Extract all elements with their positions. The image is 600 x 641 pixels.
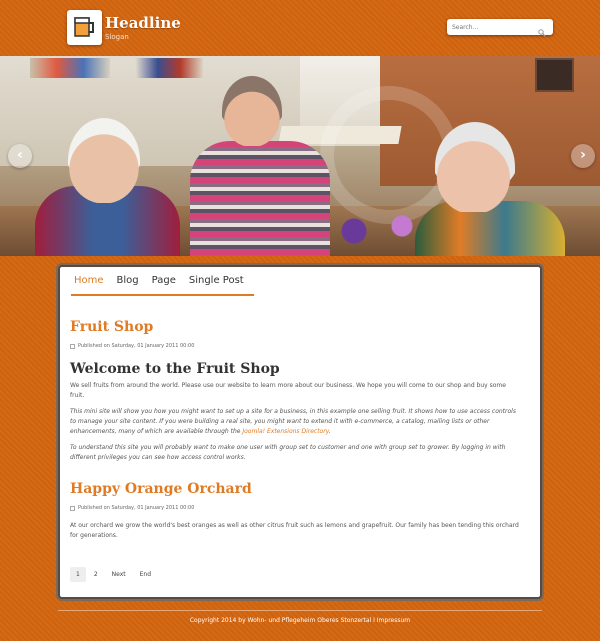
- paragraph-text: .: [328, 428, 331, 435]
- pagination: [70, 567, 157, 582]
- menu-item-page[interactable]: Page: [151, 275, 176, 286]
- slider-next-button[interactable]: ›: [571, 144, 595, 168]
- next-page-link[interactable]: Next: [111, 571, 126, 578]
- slide-photo-person: [190, 141, 330, 256]
- footer-divider: [58, 610, 542, 611]
- page-2-link[interactable]: 2: [93, 571, 98, 578]
- end-page-link[interactable]: End: [139, 571, 152, 578]
- main-content: [58, 265, 542, 599]
- article-paragraph: [70, 407, 520, 437]
- search-input[interactable]: [452, 21, 538, 33]
- menu-item-home[interactable]: Home: [74, 275, 104, 286]
- slide-photo-painting: [535, 58, 574, 92]
- search-icon[interactable]: [538, 22, 546, 41]
- article-meta: [70, 505, 194, 511]
- page-1-link[interactable]: 1: [70, 567, 86, 582]
- main-menu: [71, 274, 254, 296]
- extensions-directory-link[interactable]: Joomla! Extensions Directory: [242, 428, 329, 435]
- site-slogan: Slogan: [105, 33, 129, 41]
- slider-prev-button[interactable]: ‹: [8, 144, 32, 168]
- article-heading: Welcome to the Fruit Shop: [70, 361, 280, 377]
- site-header: [0, 0, 600, 56]
- slide-photo-painting: [30, 58, 110, 78]
- article-date: Published on Saturday, 01 January 2011 00:00: [78, 343, 195, 349]
- menu-item-single-post[interactable]: Single Post: [188, 275, 244, 286]
- article-title[interactable]: Happy Orange Orchard: [70, 481, 252, 497]
- article-date: Published on Saturday, 01 January 2011 00:00: [78, 505, 195, 511]
- menu-item-blog[interactable]: Blog: [116, 275, 139, 286]
- article-paragraph: To understand this site you will probably want to make one user with group set to customer and one with group set to grower. By logging in with different privileges you can see how access control works.: [70, 444, 506, 461]
- article-title[interactable]: Fruit Shop: [70, 319, 154, 335]
- article-paragraph: At our orchard we grow the world's best oranges as well as other citrus fruit such as lemons and grapefruit. Our family has been tending this orchard for generations.: [70, 522, 519, 539]
- beer-mug-icon[interactable]: [67, 10, 102, 45]
- slide-photo-person-head: [68, 118, 140, 203]
- footer-copyright: Copyright 2014 by Wohn- und Pflegeheim Oberes Stonzertal I Impressum: [189, 617, 411, 624]
- article-meta: [70, 343, 194, 349]
- calendar-icon: [70, 506, 75, 511]
- calendar-icon: [70, 344, 75, 349]
- paragraph-text: This mini site will show you how you might want to set up a site for a business, in this example one selling fruit. It shows how to use access controls to manage your site content. If you were building a real site, you might want to extend it with e-commerce, a catalog, mailing lists or other enhancements, many of which are available through the: [70, 408, 516, 435]
- search-box: [447, 19, 553, 35]
- article-paragraph: We sell fruits from around the world. Please use our website to learn more about our business. We hope you will come to our shop and buy some fruit.: [70, 382, 506, 399]
- slide-photo-painting: [135, 58, 203, 78]
- site-title[interactable]: Headline: [105, 14, 181, 32]
- slide-photo-person-head: [222, 76, 282, 146]
- slide-photo-person-head: [435, 122, 515, 212]
- image-slider: [0, 56, 600, 256]
